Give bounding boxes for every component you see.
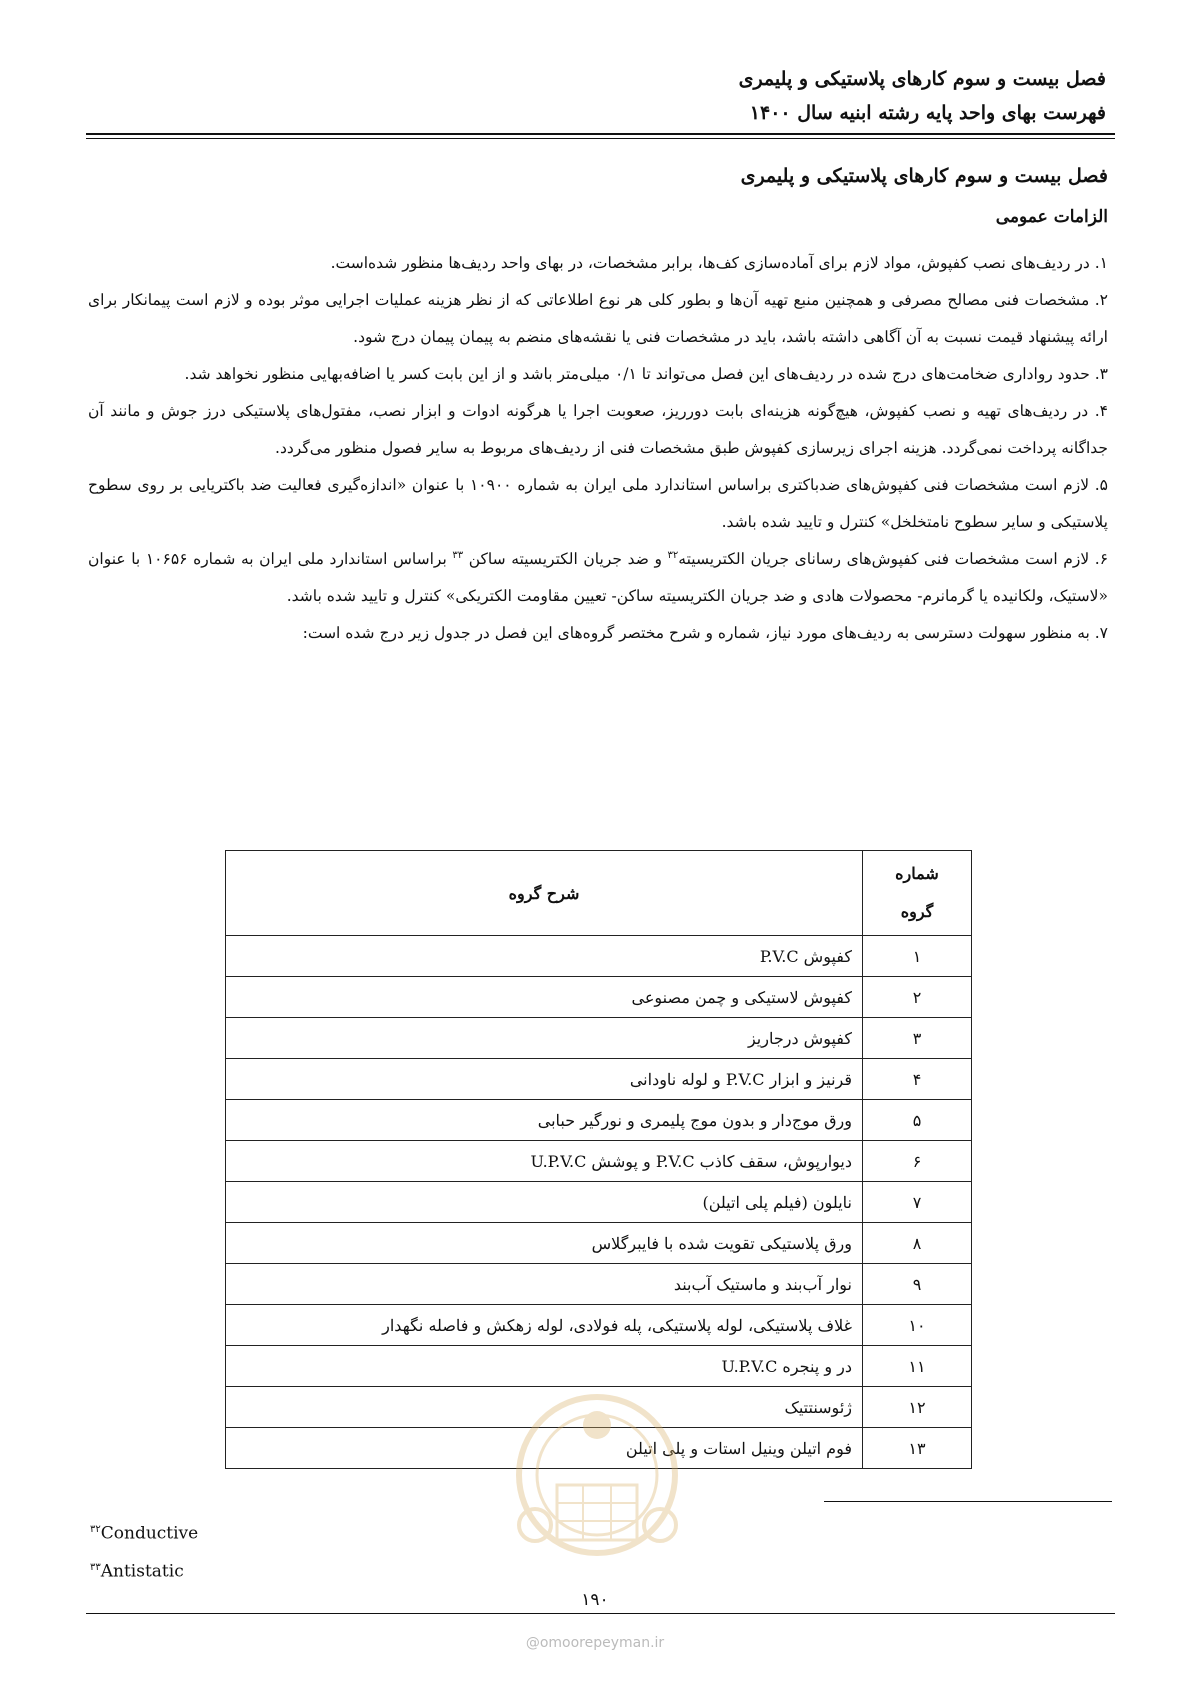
header-group-number [863,851,972,936]
group-number: ۱ [863,936,972,977]
watermark-text: @omoorepeyman.ir [525,1635,665,1651]
page-header [88,62,1106,130]
requirement-6-part-b: و ضد جریان الکتریسیته ساکن [463,550,668,568]
subsection-title: الزامات عمومی [995,207,1108,227]
footnote-text: Conductive [100,1523,199,1544]
table-row [226,977,972,1018]
group-number: ۱۰ [863,1305,972,1346]
group-number: ۴ [863,1059,972,1100]
footnotes [90,1513,198,1588]
header-rule-thin [86,138,1115,139]
table-row [226,1182,972,1223]
header-rule-thick [86,133,1115,135]
footnote-separator [824,1501,1112,1502]
footnote-text: Antistatic [100,1561,184,1582]
group-number: ۶ [863,1141,972,1182]
group-number: ۲ [863,977,972,1018]
group-number: ۸ [863,1223,972,1264]
requirement-1: ۱. در ردیف‌های نصب کفپوش، مواد لازم برای آماده‌سازی کف‌ها، برابر مشخصات، در بهای واحد ردیف‌ها منظور شده‌است. [330,254,1108,272]
footnote-ref-32[interactable]: ۳۲ [667,549,679,561]
table-header-row [226,851,972,936]
group-description: کفپوش لاستیکی و چمن مصنوعی [226,977,863,1018]
section-title: فصل بیست و سوم کارهای پلاستیکی و پلیمری [740,165,1108,187]
table-row [226,936,972,977]
header-price-list-title: فهرست بهای واحد پایه رشته ابنیه سال ۱۴۰۰ [749,102,1106,124]
footnote-ref-33[interactable]: ۳۳ [452,549,464,561]
header-chapter-title: فصل بیست و سوم کارهای پلاستیکی و پلیمری [738,68,1106,90]
group-number: ۹ [863,1264,972,1305]
page-number: ۱۹۰ [581,1590,609,1610]
footnote-32 [90,1513,198,1551]
group-description: نوار آب‌بند و ماستیک آب‌بند [226,1264,863,1305]
footer-rule [86,1613,1115,1614]
table-row [226,1223,972,1264]
watermark-seal-icon [505,1365,690,1605]
table-row [226,1059,972,1100]
requirement-3: ۳. حدود رواداری ضخامت‌های درج شده در ردیف‌های این فصل می‌تواند تا ۰/۱ میلی‌متر باشد و از این بابت کسر یا اضافه‌بهایی منظور نخواهد شد. [184,365,1108,383]
group-description: غلاف پلاستیکی، لوله پلاستیکی، پله فولادی، لوله زهکش و فاصله نگهدار [226,1305,863,1346]
group-number: ۷ [863,1182,972,1223]
group-number: ۳ [863,1018,972,1059]
header-group-description: شرح گروه [226,851,863,936]
group-description: فوم اتیلن وینیل استات و پلی اتیلن [226,1428,863,1469]
table-row [226,1141,972,1182]
requirement-6-part-c: براساس استاندارد ملی ایران به شماره ۱۰۶۵۶ با عنوان «لاستیک، ولکانیده یا گرمانرم- محصولات هادی و ضد جریان الکتریسیته ساکن- تعیین مقاومت الکتریکی» کنترل و تایید شده باشد. [88,550,1108,605]
header-group-number-line2: گروه [900,902,934,921]
requirement-6 [88,541,1108,615]
header-group-number-line1: شماره [895,864,939,883]
group-number: ۱۳ [863,1428,972,1469]
requirement-7: ۷. به منظور سهولت دسترسی به ردیف‌های مورد نیاز، شماره و شرح مختصر گروه‌های این فصل در جدول زیر درج شده است: [302,624,1108,642]
group-description: قرنیز و ابزار P.V.C و لوله ناودانی [226,1059,863,1100]
group-description: دیوارپوش، سقف کاذب P.V.C و پوشش U.P.V.C [226,1141,863,1182]
group-description: کفپوش درجاریز [226,1018,863,1059]
group-description: ژئوسنتتیک [226,1387,863,1428]
group-number: ۱۲ [863,1387,972,1428]
group-description: در و پنجره U.P.V.C [226,1346,863,1387]
table-row [226,1100,972,1141]
group-description: کفپوش P.V.C [226,936,863,977]
group-description: ورق موج‌دار و بدون موج پلیمری و نورگیر حبابی [226,1100,863,1141]
requirements-list [88,245,1108,652]
footnote-marker: ۳۲ [90,1524,101,1535]
requirement-2: ۲. مشخصات فنی مصالح مصرفی و همچنین منبع تهیه آن‌ها و بطور کلی هر نوع اطلاعاتی که از نظر هزینه عملیات اجرایی موثر بوده و لازم است پیمانکار برای ارائه پیشنهاد قیمت نسبت به آن آگاهی داشته باشد، باید در مشخصات فنی یا نقشه‌های منضم به پیمان پیمان درج شود. [88,291,1108,346]
footnote-marker: ۳۳ [90,1561,101,1573]
requirement-6-part-a: ۶. لازم است مشخصات فنی کفپوش‌های رسانای جریان الکتریسیته [678,550,1109,568]
requirement-5: ۵. لازم است مشخصات فنی کفپوش‌های ضدباکتری براساس استاندارد ملی ایران به شماره ۱۰۹۰۰ با عنوان «اندازه‌گیری فعالیت ضد باکتریایی بر روی سطوح پلاستیکی و سایر سطوح نامتخلخل» کنترل و تایید شده باشد. [88,476,1108,531]
table-row [226,1305,972,1346]
group-number: ۵ [863,1100,972,1141]
requirement-4: ۴. در ردیف‌های تهیه و نصب کفپوش، هیچ‌گونه هزینه‌ای بابت دورریز، صعوبت اجرا یا هرگونه ادوات و ابزار نصب، مفتول‌های پلاستیکی درز جوش و مانند آن جداگانه پرداخت نمی‌گردد. هزینه اجرای زیرسازی کفپوش طبق مشخصات فنی از ردیف‌های مربوط به سایر فصول منظور می‌گردد. [88,402,1108,457]
group-description: نایلون (فیلم پلی اتیلن) [226,1182,863,1223]
group-number: ۱۱ [863,1346,972,1387]
table-row [226,1018,972,1059]
table-row [226,1264,972,1305]
footnote-33 [90,1551,198,1589]
group-description: ورق پلاستیکی تقویت شده با فایبرگلاس [226,1223,863,1264]
